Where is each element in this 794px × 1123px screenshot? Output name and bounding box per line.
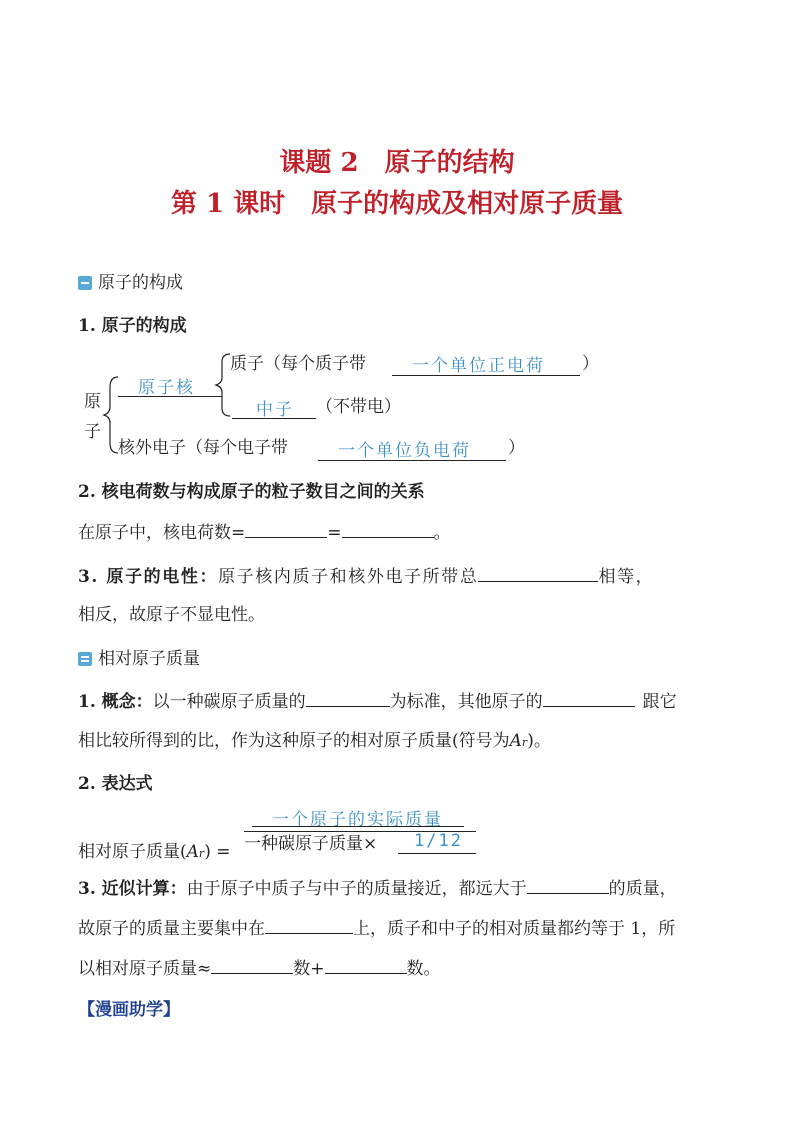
s1-item3-line2: 相反，故原子不显电性。 (78, 605, 265, 625)
denominator-answer: 1/12 (414, 831, 463, 851)
approx-blank-1[interactable] (527, 877, 609, 894)
approx-blank-3[interactable] (211, 957, 293, 974)
proton-answer: 一个单位正电荷 (412, 356, 545, 376)
s1-item3-text-b: 相等， (598, 567, 655, 587)
comic-help-label: 【漫画助学】 (78, 1000, 180, 1020)
concept-blank-1[interactable] (306, 690, 390, 707)
s2-item1-text-a: 以一种碳原子质量的 (152, 692, 306, 712)
electron-text: 核外电子（每个电子带 (118, 438, 288, 458)
s1-item3-text-a: 原子核内质子和核外电子所带总 (218, 567, 479, 587)
proton-blank (392, 375, 580, 376)
s2-item1-label: 1. 概念： (78, 692, 153, 712)
s2-item1-text-e: )。 (527, 731, 551, 751)
ar-symbol: A (509, 731, 522, 751)
s2-item1-text-c: 跟它 (642, 692, 677, 712)
denominator-text: 一种碳原子质量× (244, 834, 378, 854)
formula-ar-sub: r (198, 847, 205, 860)
approx-blank-4[interactable] (325, 957, 407, 974)
proton-close-paren: ） (582, 354, 599, 374)
concept-blank-2[interactable] (543, 690, 635, 707)
section-one-icon (78, 276, 92, 290)
s1-item2-sentence (78, 521, 451, 544)
s2-item1-text-b: 为标准，其他原子的 (389, 692, 543, 712)
s2-item3-line1 (78, 877, 677, 900)
electron-answer: 一个单位负电荷 (338, 441, 471, 461)
s1-item1-label: 1. 原子的构成 (78, 316, 187, 336)
electron-blank (318, 460, 506, 461)
s2-item1-line1 (78, 690, 677, 713)
s2-item3-text-g: 数。 (406, 959, 441, 979)
s1-item3-line1 (78, 565, 654, 588)
s1-item2-text-a: 在原子中，核电荷数= (78, 523, 246, 543)
numerator-blank (252, 826, 464, 827)
section1-heading-text: 原子的构成 (98, 273, 183, 293)
s2-item3-label: 3. 近似计算： (78, 879, 187, 899)
numerator-answer: 一个原子的实际质量 (272, 810, 443, 830)
nucleus-blank (118, 396, 222, 397)
lesson-subtitle: 第 1 课时 原子的构成及相对原子质量 (170, 189, 624, 219)
s2-item3-text-b: 的质量， (608, 879, 677, 899)
charge-blank-2[interactable] (342, 521, 434, 538)
neutron-answer: 中子 (256, 400, 294, 420)
neutron-blank (232, 418, 316, 419)
approx-blank-2[interactable] (265, 917, 353, 934)
s1-item3-label: 3. 原子的电性： (78, 567, 219, 587)
atom-char-2: 子 (84, 422, 101, 442)
s1-item2-eq: = (327, 523, 342, 543)
electron-close-paren: ） (508, 438, 525, 458)
charge-blank-1[interactable] (245, 521, 327, 538)
atom-char-1: 原 (84, 392, 101, 412)
section2-heading-text: 相对原子质量 (98, 649, 200, 669)
s2-item3-text-d: 上，质子和中子的相对质量都约等于 1，所 (353, 919, 676, 939)
s2-item1-line2 (78, 730, 551, 754)
formula-lhs (78, 841, 230, 865)
formula-lhs-end: ) = (204, 842, 231, 862)
ar-symbol-sub: r (521, 736, 528, 749)
neutron-text: （不带电） (316, 397, 401, 417)
section2-heading (78, 648, 200, 670)
denominator-blank (398, 853, 476, 854)
proton-text: 质子（每个质子带 (230, 354, 366, 374)
s2-item1-text-d: 相比较所得到的比，作为这种原子的相对原子质量(符号为 (78, 731, 510, 751)
nucleus-answer: 原子核 (138, 378, 195, 398)
formula-lhs-text: 相对原子质量( (78, 842, 187, 862)
s2-item3-text-e: 以相对原子质量≈ (78, 959, 212, 979)
s2-item3-line3 (78, 957, 441, 980)
s2-item3-text-f: 数+ (293, 959, 325, 979)
lesson-title: 课题 2 原子的结构 (279, 148, 515, 178)
s1-item2-period: 。 (433, 523, 451, 543)
formula-ar-symbol: A (186, 842, 199, 862)
s2-item3-text-a: 由于原子中质子与中子的质量接近，都远大于 (186, 879, 527, 899)
s1-item2-label: 2. 核电荷数与构成原子的粒子数目之间的关系 (78, 482, 425, 502)
electric-blank[interactable] (478, 565, 598, 582)
section1-heading (78, 272, 183, 294)
s2-item2-label: 2. 表达式 (78, 774, 153, 794)
s2-item3-text-c: 故原子的质量主要集中在 (78, 919, 265, 939)
s2-item3-line2 (78, 917, 675, 940)
section-two-icon (78, 652, 92, 666)
